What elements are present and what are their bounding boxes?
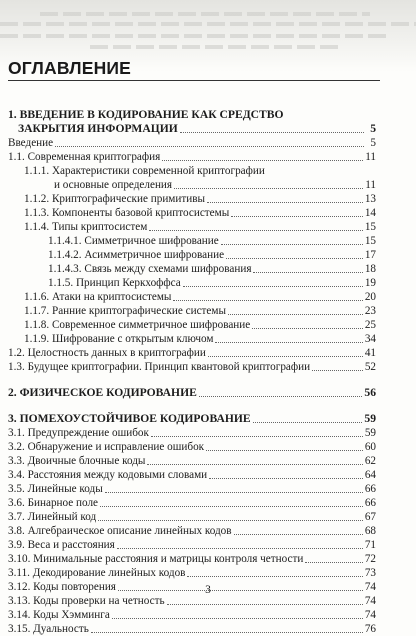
dot-leader [151, 436, 363, 437]
toc-entry-title: 3.13. Коды проверки на четность [8, 595, 165, 607]
dot-leader [253, 272, 362, 273]
toc-entry-title: 3.2. Обнаружение и исправление ошибок [8, 441, 205, 453]
toc-entry-title: 3.10. Минимальные расстояния и матрицы контроля четности [8, 553, 304, 565]
toc-chapter-row[interactable] [8, 122, 376, 136]
dot-leader [253, 422, 363, 423]
toc-page-number: 20 [364, 291, 376, 303]
dot-leader [209, 478, 363, 479]
toc-entry-row[interactable] [8, 206, 376, 220]
toc-entry-title: 1.1.3. Компоненты базовой криптосистемы [24, 207, 230, 219]
toc-entry-title: 1.3. Будущее криптографии. Принцип квантовой криптографии [8, 361, 311, 373]
toc-entry-row[interactable] [8, 290, 376, 304]
toc-entry-row[interactable] [8, 136, 376, 150]
toc-entry-row[interactable] [8, 262, 376, 276]
toc-entry-row[interactable] [8, 360, 376, 374]
toc-entry-row[interactable] [8, 150, 376, 164]
toc-entry-row[interactable] [8, 178, 376, 192]
dot-leader [112, 618, 363, 619]
toc-entry-row[interactable] [8, 192, 376, 206]
toc-page-number: 74 [364, 595, 376, 607]
toc-entry-row[interactable] [8, 608, 376, 622]
toc-page-number: 68 [364, 525, 376, 537]
toc-page-number: 76 [364, 623, 376, 635]
toc-page-number: 59 [364, 412, 376, 425]
toc-entry-title: 3.3. Двоичные блочные коды [8, 455, 146, 467]
toc-entry-title: 3.4. Расстояния между кодовыми словами [8, 469, 208, 481]
dot-leader [100, 506, 363, 507]
toc-page-number: 14 [364, 207, 376, 219]
toc-entry-row[interactable] [8, 482, 376, 496]
dot-leader [199, 396, 363, 397]
page-title: ОГЛАВЛЕНИЕ [8, 58, 132, 78]
toc-page-number: 41 [364, 347, 376, 359]
toc-page-number: 72 [364, 553, 376, 565]
toc-entry-row[interactable] [8, 566, 376, 580]
toc-entry-row[interactable] [8, 510, 376, 524]
dot-leader [55, 146, 364, 147]
toc-page-number: 67 [364, 511, 376, 523]
toc-entry-title: Введение [8, 137, 54, 149]
toc-entry-row[interactable] [8, 440, 376, 454]
toc-page-number: 74 [364, 609, 376, 621]
dot-leader [173, 300, 362, 301]
toc-entry-row[interactable] [8, 276, 376, 290]
dot-leader [162, 160, 363, 161]
toc-entry-row[interactable] [8, 332, 376, 346]
toc-entry-title: 3.9. Веса и расстояния [8, 539, 115, 551]
dot-leader [149, 230, 363, 231]
toc-entry-title: и основные определения [54, 179, 173, 191]
toc-entry-title: 1.1.4. Типы криптосистем [24, 221, 148, 233]
toc-entry-row[interactable] [8, 496, 376, 510]
toc-entry-title: 1.1.9. Шифрование с открытым ключом [24, 333, 214, 345]
toc-chapter-row[interactable] [8, 412, 376, 426]
dot-leader [105, 492, 363, 493]
toc-page-number: 5 [370, 137, 376, 149]
toc-page-number: 25 [364, 319, 376, 331]
toc-page-number: 66 [364, 497, 376, 509]
dot-leader [91, 632, 363, 633]
toc-page-number: 66 [364, 483, 376, 495]
toc-page-number: 71 [364, 539, 376, 551]
toc-entry-title: 1.1.5. Принцип Керкхоффса [48, 277, 181, 289]
toc-entry-row[interactable] [8, 318, 376, 332]
dot-leader [183, 286, 363, 287]
toc-page-number: 5 [370, 122, 376, 135]
dot-leader [231, 216, 363, 217]
toc-entry-title: 3.12. Коды повторения [8, 581, 116, 593]
toc-page-number: 34 [364, 333, 376, 345]
dot-leader [234, 534, 363, 535]
toc-entry-title: 1.1.4.2. Асимметричное шифрование [48, 249, 225, 261]
toc-entry-title: ЗАКРЫТИЯ ИНФОРМАЦИИ [18, 122, 178, 135]
toc-entry-row[interactable] [8, 346, 376, 360]
toc-page-number: 74 [364, 581, 376, 593]
toc-entry-title: 3.8. Алгебраическое описание линейных кодов [8, 525, 232, 537]
toc-entry-title: 3.14. Коды Хэмминга [8, 609, 110, 621]
dot-leader [98, 520, 363, 521]
toc-page-number: 11 [365, 179, 376, 191]
dot-leader [180, 132, 364, 133]
toc-chapter-title: 1. ВВЕДЕНИЕ В КОДИРОВАНИЕ КАК СРЕДСТВО [8, 108, 284, 121]
toc-entry-title: 3.15. Дуальность [8, 623, 89, 635]
toc-page-number: 60 [364, 441, 376, 453]
toc-page-number: 62 [364, 455, 376, 467]
toc-entry-row[interactable] [8, 552, 376, 566]
dot-leader [252, 328, 363, 329]
dot-leader [215, 342, 362, 343]
toc-page-number: 73 [364, 567, 376, 579]
toc-entry-title: 1.1.2. Криптографические примитивы [24, 193, 206, 205]
toc-entry-title: 1.1.7. Ранние криптографические системы [24, 305, 226, 317]
toc-entry-row[interactable] [8, 304, 376, 318]
toc-entry-row[interactable] [8, 454, 376, 468]
toc-entry-row[interactable] [8, 538, 376, 552]
toc-entry-title: 1.1.1. Характеристики современной криптографии [24, 165, 265, 177]
toc-page-number: 19 [364, 277, 376, 289]
toc-entry-title: 1.1.6. Атаки на криптосистемы [24, 291, 172, 303]
dot-leader [305, 562, 362, 563]
toc-page-number: 13 [364, 193, 376, 205]
dot-leader [117, 548, 363, 549]
dot-leader [187, 576, 362, 577]
toc-entry-row[interactable] [8, 622, 376, 636]
toc-entry-title: 3.1. Предупреждение ошибок [8, 427, 149, 439]
toc-entry-title: 1.2. Целостность данных в криптографии [8, 347, 206, 359]
toc-page-number: 11 [365, 151, 376, 163]
dot-leader [147, 464, 362, 465]
toc-page-number: 18 [364, 263, 376, 275]
toc-page-number: 64 [364, 469, 376, 481]
toc-entry-title: 3.5. Линейные коды [8, 483, 103, 495]
toc-entry-title: 3.7. Линейный код [8, 511, 97, 523]
toc-page-number: 56 [364, 386, 376, 399]
dot-leader [312, 370, 363, 371]
toc-entry-title: 3. ПОМЕХОУСТОЙЧИВОЕ КОДИРОВАНИЕ [8, 412, 251, 425]
toc-entry-title: 1.1.4.3. Связь между схемами шифрования [48, 263, 252, 275]
toc-entry-row[interactable] [8, 524, 376, 538]
toc-entry-title: 3.6. Бинарное поле [8, 497, 98, 509]
toc-page-number: 23 [364, 305, 376, 317]
toc-entry-row[interactable] [8, 468, 376, 482]
toc-page-number: 15 [364, 235, 376, 247]
dot-leader [228, 314, 363, 315]
toc-page-number: 59 [364, 427, 376, 439]
toc-page-number: 15 [364, 221, 376, 233]
toc-entry-title: 2. ФИЗИЧЕСКОЕ КОДИРОВАНИЕ [8, 386, 197, 399]
toc-page-number: 52 [364, 361, 376, 373]
toc-chapter-row[interactable] [8, 386, 376, 400]
toc-entry-title: 3.11. Декодирование линейных кодов [8, 567, 186, 579]
dot-leader [208, 356, 363, 357]
dot-leader [206, 450, 363, 451]
toc-entry-row[interactable] [8, 248, 376, 262]
page-number: 3 [205, 584, 211, 596]
toc-entry-row[interactable] [8, 234, 376, 248]
toc-entry-row[interactable] [8, 594, 376, 608]
dot-leader [221, 244, 363, 245]
dot-leader [167, 604, 363, 605]
toc-entry-row[interactable] [8, 426, 376, 440]
toc-entry-title: 1.1.4.1. Симметричное шифрование [48, 235, 219, 247]
toc-entry-row[interactable] [8, 164, 376, 178]
dot-leader [207, 202, 363, 203]
title-underline [8, 80, 380, 81]
dot-leader [174, 188, 363, 189]
toc-page-number: 17 [364, 249, 376, 261]
toc-entry-title: 1.1.8. Современное симметричное шифрование [24, 319, 251, 331]
toc-entry-row[interactable] [8, 220, 376, 234]
toc-entry-title: 1.1. Современная криптография [8, 151, 161, 163]
dot-leader [226, 258, 363, 259]
